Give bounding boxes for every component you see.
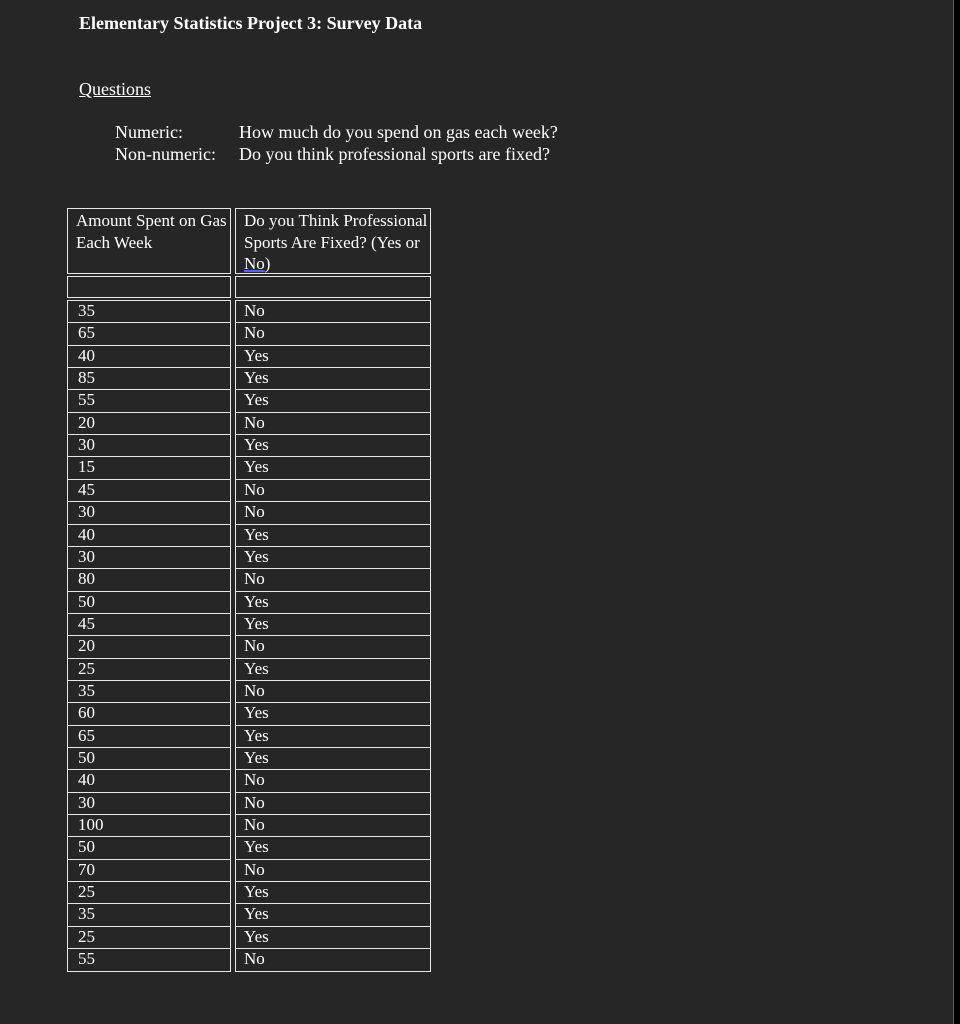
amount-cell: 40 — [67, 345, 231, 368]
answer-cell: Yes — [235, 747, 431, 770]
amount-cell: 30 — [67, 792, 231, 815]
answer-cell: No — [235, 859, 431, 882]
answer-cell: Yes — [235, 702, 431, 726]
answer-cell: No — [235, 412, 431, 435]
document-title: Elementary Statistics Project 3: Survey Data — [79, 13, 423, 33]
amount-cell: 45 — [67, 479, 231, 502]
amount-cell: 20 — [67, 635, 231, 659]
amount-cell: 80 — [67, 568, 231, 592]
amount-cell: 30 — [67, 546, 231, 569]
column-header-fixed-text: Do you Think Professional Sports Are Fixed? (Yes or — [244, 211, 428, 252]
column-header-amount-text: Amount Spent on Gas Each Week — [76, 211, 227, 252]
answer-cell: Yes — [235, 658, 431, 681]
answer-cell: Yes — [235, 613, 431, 636]
empty-cell — [67, 276, 231, 298]
question-label: Non-numeric: — [115, 144, 216, 164]
amount-cell: 35 — [67, 680, 231, 703]
answer-cell: No — [235, 568, 431, 592]
answer-cell: No — [235, 948, 431, 972]
amount-cell: 30 — [67, 434, 231, 457]
column-header-amount — [67, 208, 231, 274]
answer-cell: No — [235, 814, 431, 837]
answer-cell: Yes — [235, 389, 431, 413]
amount-cell: 65 — [67, 322, 231, 346]
answer-cell: No — [235, 501, 431, 525]
answer-cell: Yes — [235, 881, 431, 904]
answer-cell: Yes — [235, 546, 431, 569]
answer-cell: No — [235, 792, 431, 815]
amount-cell: 65 — [67, 725, 231, 748]
amount-cell: 40 — [67, 524, 231, 547]
answer-cell: Yes — [235, 367, 431, 390]
amount-cell: 70 — [67, 859, 231, 882]
answer-cell: Yes — [235, 524, 431, 547]
amount-cell: 20 — [67, 412, 231, 435]
answer-cell: Yes — [235, 434, 431, 457]
amount-cell: 30 — [67, 501, 231, 525]
amount-cell: 25 — [67, 881, 231, 904]
answer-cell: No — [235, 479, 431, 502]
answer-cell: Yes — [235, 926, 431, 949]
survey-data-table — [67, 208, 431, 972]
amount-cell: 55 — [67, 948, 231, 972]
questions-heading: Questions — [79, 79, 151, 99]
question-label: Numeric: — [115, 122, 183, 142]
amount-cell: 35 — [67, 300, 231, 323]
amount-cell: 55 — [67, 389, 231, 413]
amount-cell: 60 — [67, 702, 231, 726]
amount-cell: 25 — [67, 658, 231, 681]
column-header-fixed-underlined-text: No — [244, 254, 265, 273]
answer-cell: Yes — [235, 591, 431, 614]
answer-cell: Yes — [235, 345, 431, 368]
empty-cell — [235, 276, 431, 298]
amount-cell: 85 — [67, 367, 231, 390]
amount-cell: 15 — [67, 456, 231, 480]
column-header-fixed-suffix: ) — [264, 254, 271, 273]
answer-cell: No — [235, 769, 431, 793]
answer-cell: No — [235, 680, 431, 703]
amount-cell: 50 — [67, 747, 231, 770]
amount-cell: 100 — [67, 814, 231, 837]
answer-cell: No — [235, 635, 431, 659]
answer-cell: Yes — [235, 836, 431, 860]
answer-cell: Yes — [235, 903, 431, 927]
amount-cell: 45 — [67, 613, 231, 636]
amount-cell: 35 — [67, 903, 231, 927]
amount-cell: 40 — [67, 769, 231, 793]
answer-cell: No — [235, 322, 431, 346]
amount-cell: 50 — [67, 591, 231, 614]
question-text: How much do you spend on gas each week? — [239, 122, 558, 142]
amount-cell: 50 — [67, 836, 231, 860]
answer-cell: Yes — [235, 456, 431, 480]
answer-cell: No — [235, 300, 431, 323]
column-header-fixed — [235, 208, 431, 274]
answer-cell: Yes — [235, 725, 431, 748]
question-text: Do you think professional sports are fixed? — [239, 144, 550, 164]
amount-cell: 25 — [67, 926, 231, 949]
